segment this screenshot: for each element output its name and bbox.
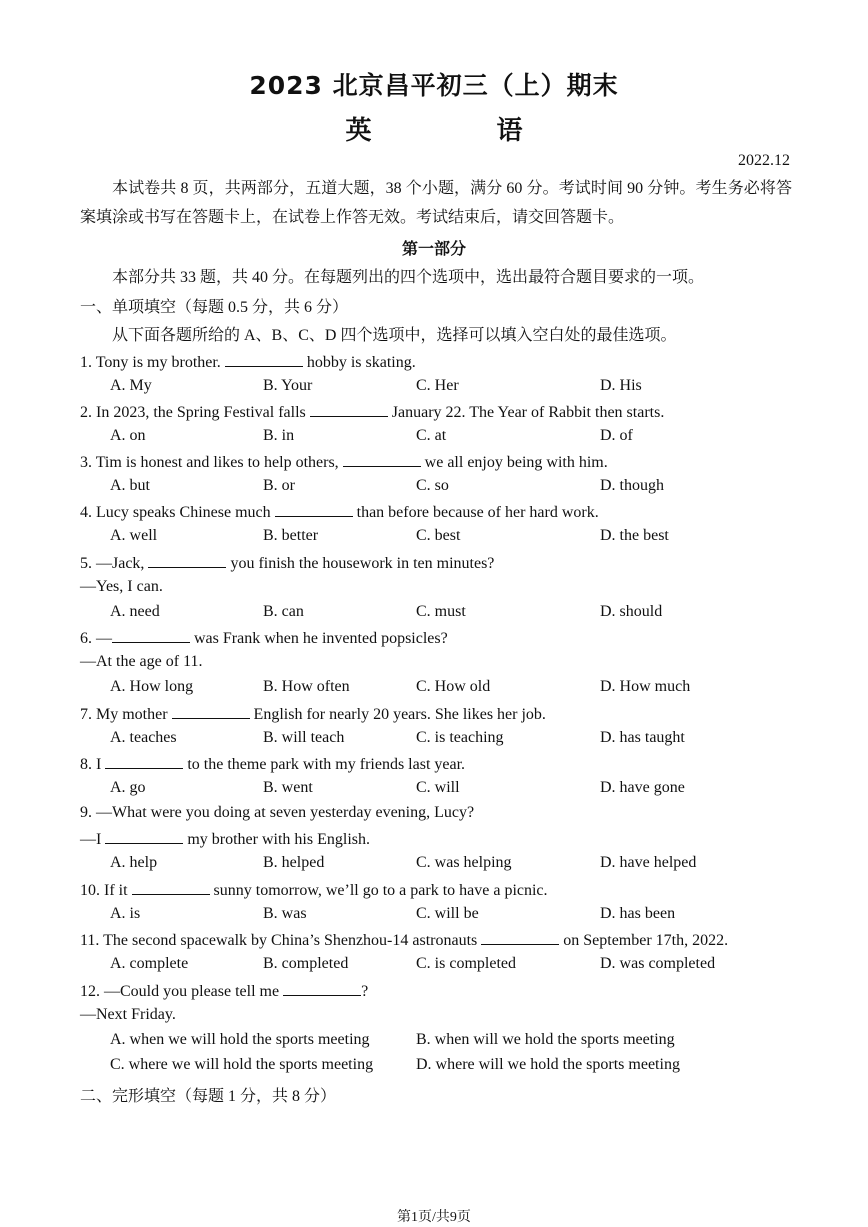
answer-blank xyxy=(172,704,250,719)
reply-text: my brother with his English. xyxy=(183,831,370,848)
answer-option: C. is completed xyxy=(416,955,516,972)
answer-option: B. better xyxy=(263,527,319,544)
answer-option: D. His xyxy=(600,377,642,394)
answer-option: A. is xyxy=(110,905,141,922)
instructions-intro: 本试卷共 8 页，共两部分，五道大题，38 个小题，满分 60 分。考试时间 90 分钟。考生务必将答案填涂或书写在答题卡上，在试卷上作答无效。考试结束后，请交回答题卡。 xyxy=(80,180,792,226)
question-stem xyxy=(80,502,599,522)
question-stem xyxy=(80,704,546,724)
stem-text: 9. —What were you doing at seven yesterday evening, Lucy? xyxy=(80,804,475,821)
stem-text: 3. Tim is honest and likes to help others, xyxy=(80,454,343,471)
exam-date: 2022.12 xyxy=(738,152,790,169)
answer-option: B. helped xyxy=(263,854,325,871)
question-stem xyxy=(80,981,368,1001)
answer-blank xyxy=(343,452,421,467)
answer-option: C. where we will hold the sports meeting xyxy=(110,1056,374,1073)
question-reply: —Next Friday. xyxy=(80,1006,176,1023)
stem-text: 8. I xyxy=(80,756,106,773)
answer-option: A. on xyxy=(110,427,146,444)
answer-option: A. teaches xyxy=(110,729,177,746)
stem-text: than before because of her hard work. xyxy=(352,504,599,521)
answer-option: B. went xyxy=(263,779,313,796)
question-stem xyxy=(80,804,474,822)
answer-option: A. My xyxy=(110,377,152,394)
answer-option: C. Her xyxy=(416,377,459,394)
stem-text: English for nearly 20 years. She likes her job. xyxy=(249,706,546,723)
stem-text: sunny tomorrow, we’ll go to a park to have a picnic. xyxy=(209,882,548,899)
answer-option: B. when will we hold the sports meeting xyxy=(416,1031,675,1048)
answer-option: B. completed xyxy=(263,955,349,972)
answer-option: C. is teaching xyxy=(416,729,504,746)
answer-option: B. How often xyxy=(263,678,350,695)
answer-option: A. go xyxy=(110,779,146,796)
answer-option: B. or xyxy=(263,477,295,494)
answer-option: D. has taught xyxy=(600,729,685,746)
answer-blank xyxy=(148,553,226,568)
stem-text: hobby is skating. xyxy=(302,354,416,371)
stem-text: 5. —Jack, xyxy=(80,555,149,572)
answer-blank xyxy=(225,352,303,367)
stem-text: we all enjoy being with him. xyxy=(420,454,608,471)
page-footer: 第1页/共9页 xyxy=(397,1210,471,1225)
stem-text: 6. — xyxy=(80,630,112,647)
question-reply: —Yes, I can. xyxy=(80,578,163,595)
answer-option: A. well xyxy=(110,527,158,544)
answer-option: D. of xyxy=(600,427,633,444)
answer-option: A. help xyxy=(110,854,158,871)
answer-option: D. have gone xyxy=(600,779,685,796)
answer-blank xyxy=(105,829,183,844)
part-title: 第一部分 xyxy=(401,239,466,258)
part-intro: 本部分共 33 题，共 40 分。在每题列出的四个选项中，选出最符合题目要求的一项。 xyxy=(112,269,705,286)
stem-text: January 22. The Year of Rabbit then starts. xyxy=(387,404,665,421)
answer-blank xyxy=(310,402,388,417)
section1-direction: 从下面各题所给的 A、B、C、D 四个选项中，选择可以填入空白处的最佳选项。 xyxy=(112,327,677,344)
question-stem xyxy=(80,880,548,900)
answer-option: C. so xyxy=(416,477,449,494)
question-stem xyxy=(80,930,728,950)
answer-option: A. complete xyxy=(110,955,189,972)
stem-text: 7. My mother xyxy=(80,706,172,723)
stem-text: on September 17th, 2022. xyxy=(559,932,729,949)
question-stem xyxy=(80,754,465,774)
stem-text: ? xyxy=(361,983,369,1000)
answer-option: A. How long xyxy=(110,678,194,695)
section1-heading: 一、单项填空（每题 0.5 分，共 6 分） xyxy=(80,299,349,316)
reply-text: —I xyxy=(80,831,106,848)
answer-option: D. How much xyxy=(600,678,691,695)
question-stem xyxy=(80,553,494,573)
stem-text: 1. Tony is my brother. xyxy=(80,354,225,371)
answer-option: A. need xyxy=(110,603,160,620)
answer-option: C. will be xyxy=(416,905,479,922)
stem-text: 11. The second spacewalk by China’s Shenzhou-14 astronauts xyxy=(80,932,482,949)
exam-title: 2023 北京昌平初三（上）期末 xyxy=(249,71,619,100)
answer-option: A. when we will hold the sports meeting xyxy=(110,1031,370,1048)
answer-option: C. will xyxy=(416,779,460,796)
answer-option: C. was helping xyxy=(416,854,512,871)
answer-option: D. has been xyxy=(600,905,676,922)
answer-blank xyxy=(481,930,559,945)
answer-option: D. though xyxy=(600,477,664,494)
answer-option: C. best xyxy=(416,527,461,544)
stem-text: 2. In 2023, the Spring Festival falls xyxy=(80,404,310,421)
answer-option: B. in xyxy=(263,427,295,444)
answer-option: D. the best xyxy=(600,527,669,544)
answer-option: C. must xyxy=(416,603,466,620)
answer-option: C. at xyxy=(416,427,447,444)
stem-text: 10. If it xyxy=(80,882,132,899)
stem-text: you finish the housework in ten minutes? xyxy=(226,555,495,572)
answer-option: D. where will we hold the sports meeting xyxy=(416,1056,680,1073)
answer-blank xyxy=(112,628,190,643)
answer-blank xyxy=(283,981,361,996)
stem-text: was Frank when he invented popsicles? xyxy=(190,630,448,647)
answer-option: B. was xyxy=(263,905,307,922)
answer-option: C. How old xyxy=(416,678,491,695)
question-reply xyxy=(80,829,370,849)
question-stem xyxy=(80,352,416,372)
answer-option: B. Your xyxy=(263,377,313,394)
answer-option: D. should xyxy=(600,603,663,620)
stem-text: 4. Lucy speaks Chinese much xyxy=(80,504,275,521)
answer-option: B. will teach xyxy=(263,729,345,746)
answer-option: A. but xyxy=(110,477,150,494)
exam-subject: 英 语 xyxy=(345,116,561,146)
section2-heading: 二、完形填空（每题 1 分，共 8 分） xyxy=(80,1088,337,1105)
answer-blank xyxy=(132,880,210,895)
question-reply: —At the age of 11. xyxy=(80,653,203,670)
answer-option: D. have helped xyxy=(600,854,697,871)
answer-option: D. was completed xyxy=(600,955,716,972)
question-stem xyxy=(80,402,664,422)
question-stem xyxy=(80,628,448,648)
answer-blank xyxy=(105,754,183,769)
answer-blank xyxy=(275,502,353,517)
stem-text: 12. —Could you please tell me xyxy=(80,983,284,1000)
question-stem xyxy=(80,452,608,472)
answer-option: B. can xyxy=(263,603,304,620)
stem-text: to the theme park with my friends last year. xyxy=(183,756,466,773)
